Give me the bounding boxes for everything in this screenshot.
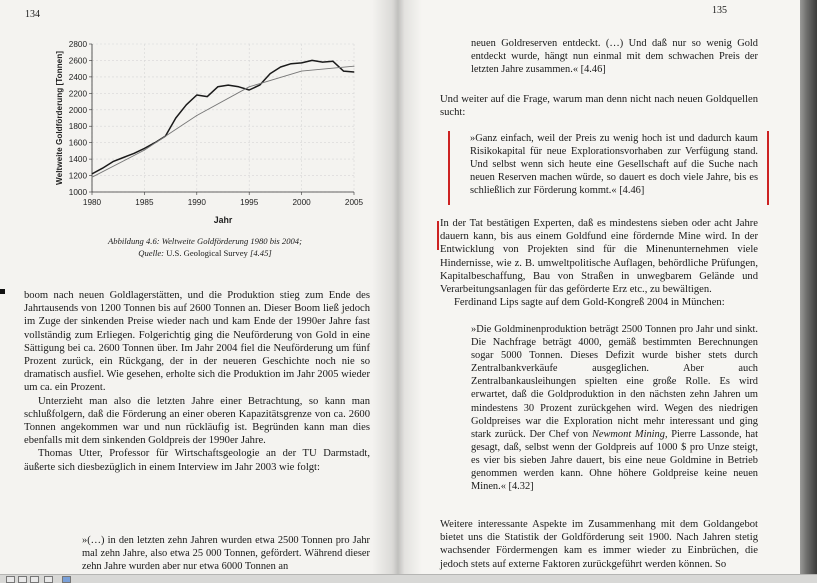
x-tick-label: 1995	[240, 198, 259, 207]
highlight-bar-left	[448, 131, 450, 205]
x-tick-label: 1985	[135, 198, 154, 207]
caption-source: U.S. Geological Survey	[166, 247, 248, 258]
x-axis-label: Jahr	[213, 215, 233, 225]
left-para-2: Unterzieht man also die letzten Jahre einer Betrachtung, so kann man schlußfolgern, daß die Förderung an einer oberen Kapazitätsgrenze von ca. 2600 Tonnen angekommen war und nun rückläufig ist. Begründen kann man dies ebenfalls mit dem sinkenden Goldpreis der 1990er Jahre.	[24, 395, 370, 447]
quote3-part-a: »Die Goldminenproduktion beträgt 2500 Tonnen pro Jahr und sinkt. Die Nachfrage beträgt 4000, gemäß bestimmten Berechnungen sogar 5000 Tonnen. Dieses Defizit wurde bisher stets durch Zentralbankverkäufe ausgeglichen. Aber auch Zentralbankausleihungen spielten eine große Rolle. Es wird erwartet, daß die Goldproduktion in den nächsten zehn Jahren um mindestens 30 Prozent zurückgehen wird. Wegen des niedrigen Goldpreises war die Exploration nicht mehr interessant und ging stark zurück. Der Chef von	[471, 324, 758, 440]
data-point	[123, 157, 124, 158]
data-point	[249, 86, 250, 87]
book-gutter	[372, 0, 422, 574]
data-point	[144, 148, 145, 149]
x-tick-label: 2000	[292, 198, 311, 207]
right-para-1: Und weiter auf die Frage, warum man denn nicht nach neuen Goldquellen sucht:	[440, 94, 758, 119]
trend-line	[92, 66, 354, 177]
y-tick-label: 2400	[68, 72, 87, 82]
left-para-3: Thomas Utter, Professor für Wirtschaftsgeologie an der TU Darmstadt, äußerte sich diesbezüglich in einem Interview im Jahr 2003 wie folgt:	[24, 448, 370, 473]
y-tick-label: 1200	[68, 171, 87, 181]
data-point	[217, 86, 218, 87]
y-tick-label: 1000	[68, 188, 87, 197]
taskbar-app-icon[interactable]	[18, 576, 27, 583]
right-page	[393, 0, 800, 574]
data-point	[249, 90, 250, 91]
data-point	[354, 71, 355, 72]
data-point	[92, 177, 93, 178]
taskbar-app-icon[interactable]	[6, 576, 15, 583]
data-point	[238, 86, 239, 87]
data-point	[92, 173, 93, 174]
data-point	[280, 67, 281, 68]
y-tick-label: 1800	[68, 122, 87, 132]
data-point	[186, 104, 187, 105]
data-point	[312, 60, 313, 61]
y-tick-label: 1400	[68, 155, 87, 165]
data-point	[301, 62, 302, 63]
x-tick-label: 2005	[344, 198, 364, 207]
y-tick-label: 2200	[68, 89, 87, 99]
left-quote: »(…) in den letzten zehn Jahren wurden etwa 2500 Tonnen pro Jahr mal zehn Jahre, also etwa 25 000 Tonnen, gefördert. Während dieser zehn Jahre wurden aber nur etwa 6000 Tonnen an	[82, 535, 370, 573]
caption-ref: [4.45]	[250, 247, 272, 258]
data-point	[196, 115, 197, 116]
data-point	[354, 66, 355, 67]
page-edge	[800, 0, 817, 574]
margin-marker	[0, 289, 5, 294]
taskbar	[0, 574, 817, 583]
highlight-bar-right	[767, 131, 769, 205]
quote3-part-b: , Pierre Lassonde, hat gesagt, daß, selbst wenn der Goldpreis auf 1000 $ pro Unze steigt, es vier bis sieben Jahre dauert, bis eine neue Goldmine in Betrieb genommen werden kann. Ohne höhere Goldpreise keine neuen Minen.« [4.32]	[471, 428, 758, 493]
data-point	[322, 62, 323, 63]
data-point	[259, 85, 260, 86]
data-point	[343, 71, 344, 72]
left-page	[0, 0, 393, 574]
caption-source-label: Quelle:	[138, 247, 165, 258]
right-quote-2: »Ganz einfach, weil der Preis zu wenig hoch ist und dadurch kaum Risikokapital für neue Explorationsvorhaben zur Verfügung stand. Und selbst wenn sich heute eine Gesellschaft auf die Suche nach neuen Reserven machen würde, so dauert es doch viele Jahre, bis es schließlich zur Förderung kommt.« [4.46]	[470, 133, 758, 197]
data-point	[196, 94, 197, 95]
x-tick-label: 1990	[187, 198, 206, 207]
data-point	[133, 153, 134, 154]
right-quote-top: neuen Goldreserven entdeckt. (…) Und daß nur so wenig Gold entdeckt wurde, hängt nun einmal mit dem schwachen Preis der letzten Jahre zusammen.« [4.46]	[471, 38, 758, 76]
data-point	[333, 61, 334, 62]
y-tick-label: 2000	[68, 105, 87, 115]
taskbar-app-icon[interactable]	[44, 576, 53, 583]
data-point	[102, 168, 103, 169]
data-point	[175, 118, 176, 119]
data-point	[112, 161, 113, 162]
data-point	[144, 150, 145, 151]
data-point	[270, 73, 271, 74]
right-para-2: In der Tat bestätigen Experten, daß es mindestens sieben oder acht Jahre dauern kann, bis aus einem Goldfund eine fördernde Mine wird. In der Entwicklung von Projekten sind für die Minenunternehmen viele Hindernisse, wie z. B. umweltpolitische Auflagen, behördliche Prüfungen, Kapitalbeschaffung, Bau von Straßen in unwegbarem Gelände und Verarbeitungsanlagen für das geförderte Erz etc., zu bewältigen.	[440, 218, 758, 296]
left-para-1: boom nach neuen Goldlagerstätten, und die Produktion stieg zum Ende des Jahrtausends von 1200 Tonnen bis auf 2600 Tonnen an. Dieser Boom ließ jedoch im Zuge der sinkenden Preise wieder nach und kam Ende der 1990er Jahre fast vollständig zum Erliegen. Folgerichtig ging die Neuförderung von Gold in eine Sättigung bei ca. 2600 Tonnen über. Im Jahr 2004 fiel die Neuförderung um fünf Prozent zurück, ein Rückgang, der in der neueren Geschichte noch nie so dramatisch ausfiel. Wie gesehen, erholte sich die Produktion im Jahr 2005 wieder um ca. ein Prozent.	[24, 290, 370, 394]
y-axis-label: Weltweite Goldförderung [Tonnen]	[55, 51, 64, 185]
right-para-3: Ferdinand Lips sagte auf dem Gold-Kongreß 2004 in München:	[454, 297, 725, 309]
y-tick-label: 1600	[68, 138, 87, 148]
left-body	[24, 289, 370, 474]
page-number: 134	[25, 9, 40, 20]
right-body-2	[440, 217, 758, 309]
y-tick-label: 2600	[68, 56, 87, 66]
company-name: Newmont Mining	[591, 428, 665, 440]
data-point	[291, 63, 292, 64]
x-tick-label: 1980	[82, 198, 102, 207]
gold-production-chart	[50, 38, 364, 238]
caption-title: Abbildung 4.6: Weltweite Goldförderung 1980 bis 2004;	[108, 236, 302, 246]
y-tick-label: 2800	[68, 40, 87, 49]
taskbar-active-icon[interactable]	[62, 576, 71, 583]
figure-caption	[90, 236, 320, 259]
data-point	[207, 96, 208, 97]
taskbar-app-icon[interactable]	[30, 576, 39, 583]
right-para-4: Weitere interessante Aspekte im Zusammenhang mit dem Goldangebot bietet uns die Statistik der Goldförderung seit 1900. Nach Jahren stetig wachsender Fördermengen kam es immer wieder zu Einbrüchen, die jedoch stets auf externe Faktoren zurückgeführt werden können. So	[440, 519, 758, 570]
data-point	[228, 85, 229, 86]
page-number: 135	[712, 5, 727, 16]
data-point	[301, 71, 302, 72]
right-quote-3	[471, 323, 758, 493]
highlight-bar-small	[437, 221, 439, 250]
